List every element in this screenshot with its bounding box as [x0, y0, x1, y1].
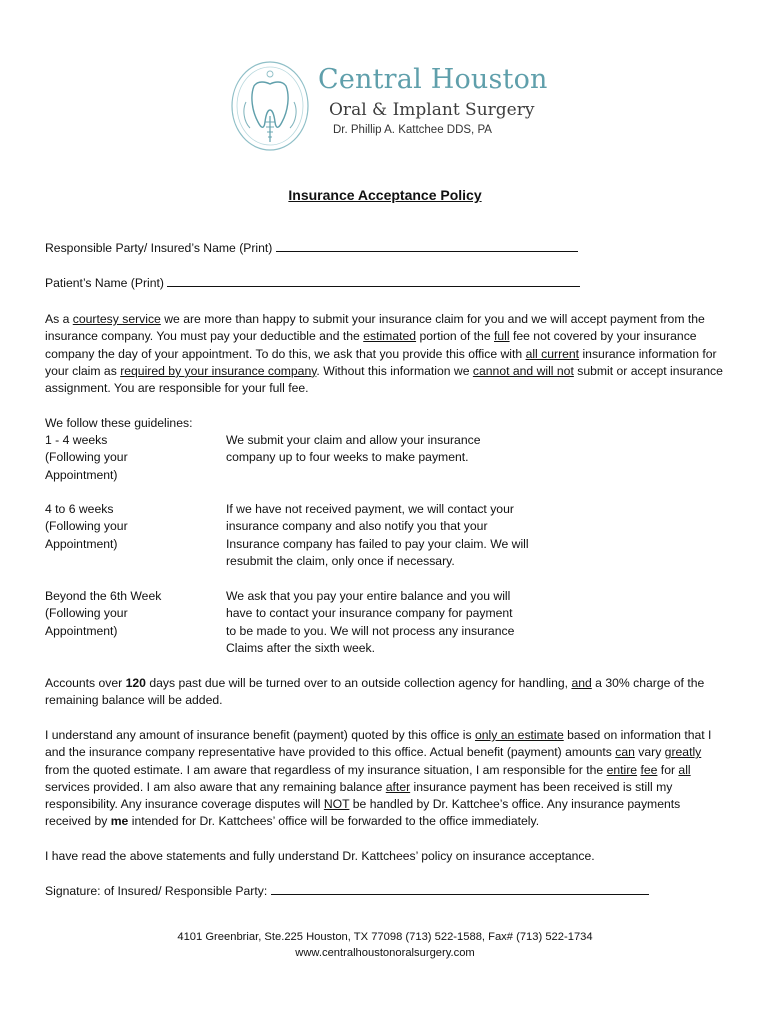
responsible-party-row	[45, 240, 578, 257]
signature-label: Signature: of Insured/ Responsible Party:	[45, 884, 268, 898]
footer-address: 4101 Greenbriar, Ste.225 Houston, TX 77098 (713) 522-1588, Fax# (713) 522-1734	[177, 931, 593, 943]
guideline-text-2: If we have not received payment, we will contact your insurance company and also notify you that your Insurance company has failed to pay your claim. We will resubmit the claim, only once if necessary.	[226, 502, 529, 568]
logo-name-line2: Oral & Implant Surgery	[329, 100, 535, 120]
signature-row	[45, 883, 649, 900]
footer-website: www.centralhoustonoralsurgery.com	[295, 947, 475, 959]
guideline-period-1: 1 - 4 weeks (Following your Appointment)	[45, 433, 128, 482]
courtesy-service-text: courtesy service	[72, 312, 161, 326]
guideline-text-1: We submit your claim and allow your insurance company up to four weeks to make payment.	[226, 433, 481, 465]
responsible-party-name-field[interactable]	[276, 240, 578, 252]
guideline-period-3: Beyond the 6th Week (Following your Appointment)	[45, 589, 162, 638]
tooth-implant-logo-icon	[224, 56, 316, 154]
practice-logo	[222, 52, 548, 162]
guideline-period-2: 4 to 6 weeks (Following your Appointment)	[45, 502, 128, 551]
guideline-text-3: We ask that you pay your entire balance and you will have to contact your insurance company for payment to be made to you. We will not process any insurance Claims after the sixth week.	[226, 589, 515, 655]
document-title: Insurance Acceptance Policy	[288, 187, 482, 203]
understanding-paragraph: I understand any amount of insurance benefit (payment) quoted by this office is only an estimate based on information that I and the insurance company representative have provided to this office. Actual benefit (payment) amounts can vary greatly from the quoted estimate. I am aware that regardless of my insurance situation, I am responsible for the entire fee for all services provided. I am also aware that any remaining balance after insurance payment has been received is still my responsibility. Any insurance coverage disputes will NOT be handled by Dr. Kattchee’s office. Any insurance payments received by me intended for Dr. Kattchees’ office will be forwarded to the office immediately.	[45, 728, 712, 829]
responsible-party-label: Responsible Party/ Insured’s Name (Print)	[45, 241, 273, 255]
patient-name-row	[45, 275, 580, 292]
guidelines-heading: We follow these guidelines:	[45, 416, 193, 430]
logo-doctor-name: Dr. Phillip A. Kattchee DDS, PA	[333, 124, 492, 136]
patient-name-label: Patient’s Name (Print)	[45, 276, 164, 290]
accounts-paragraph: Accounts over 120 days past due will be turned over to an outside collection agency for handling, and a 30% charge of the remaining balance will be added.	[45, 676, 705, 708]
patient-name-field[interactable]	[167, 275, 580, 287]
signature-field[interactable]	[271, 883, 649, 895]
acknowledgement-statement: I have read the above statements and fully understand Dr. Kattchees’ policy on insurance acceptance.	[45, 849, 595, 863]
intro-paragraph: As a courtesy service we are more than happy to submit your insurance claim for you and we will accept payment from the insurance company. You must pay your deductible and the estimated portion of the full fee not covered by your insurance company the day of your appointment. To do this, we ask that you provide this office with all current insurance information for your claim as required by your insurance company. Without this information we cannot and will not submit or accept insurance assignment. You are responsible for your full fee.	[45, 312, 723, 396]
logo-name-line1: Central Houston	[318, 64, 548, 95]
